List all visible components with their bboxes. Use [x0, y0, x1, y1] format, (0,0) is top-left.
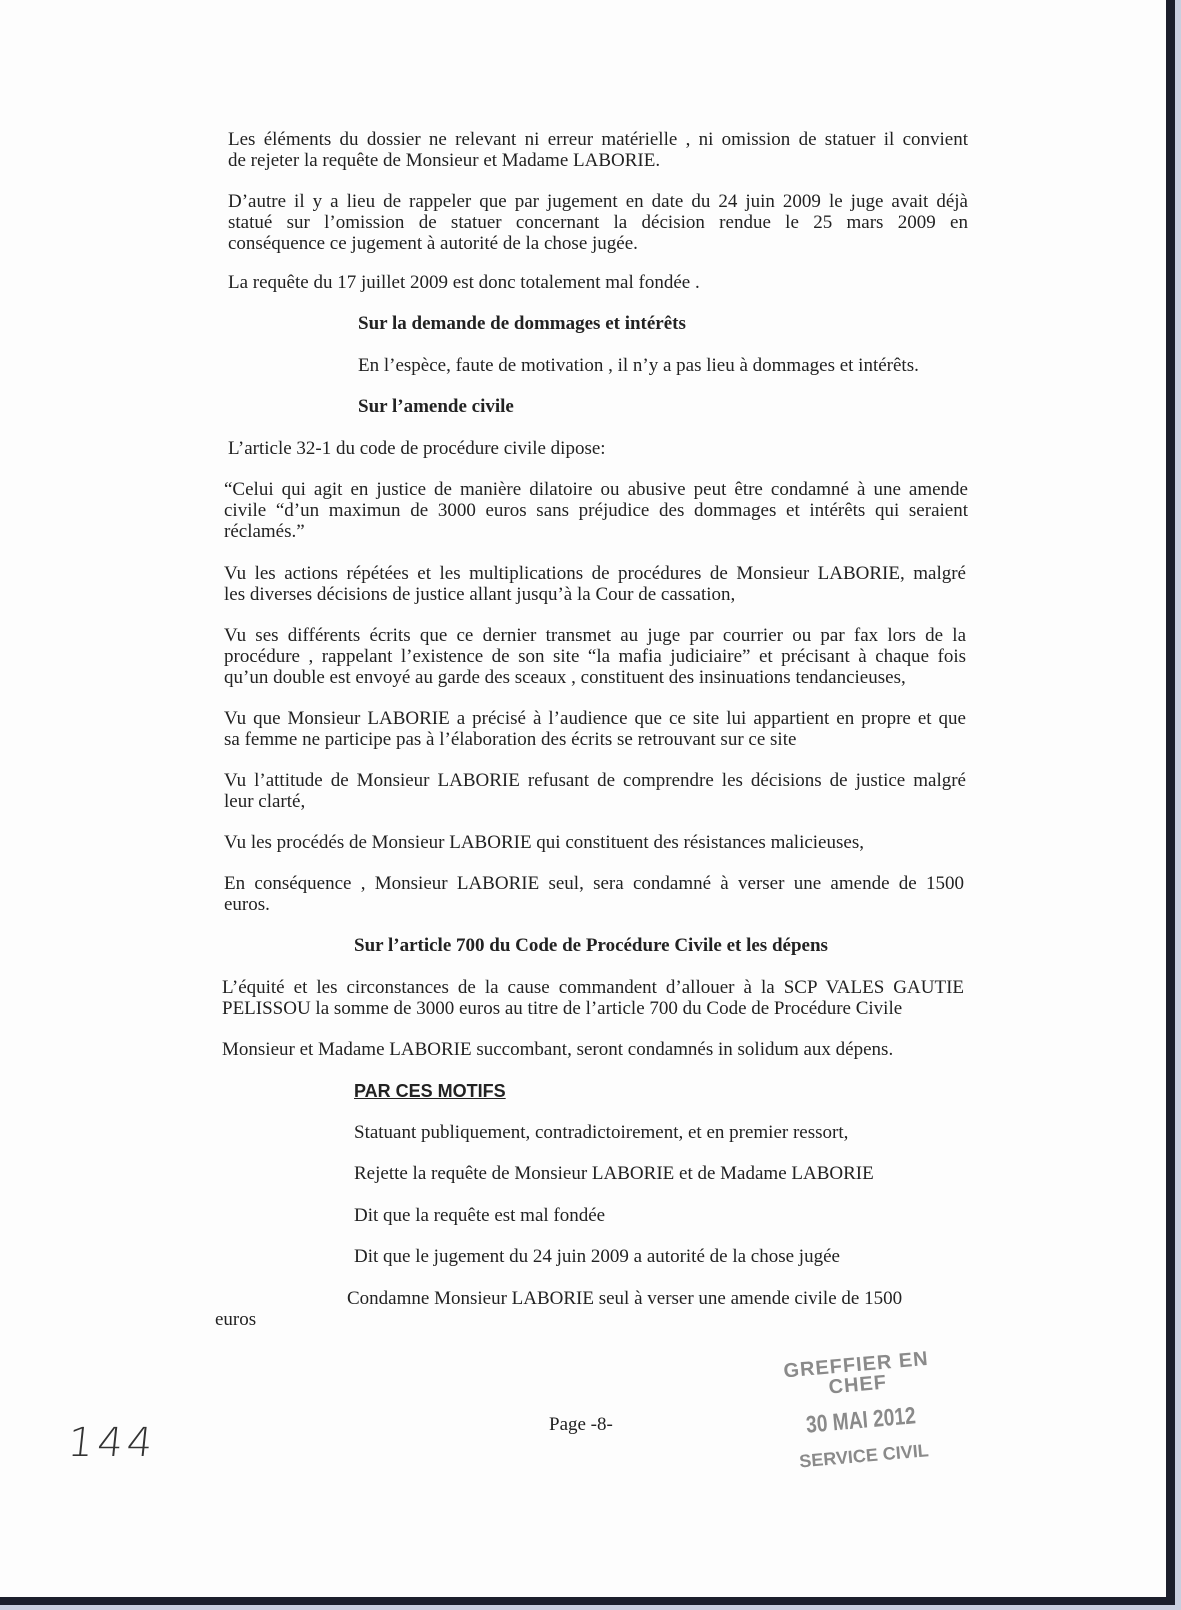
paragraph-line: les diverses décisions de justice allant jusqu’à la Cour de cassation,: [224, 584, 736, 605]
paragraph-line: de rejeter la requête de Monsieur et Madame LABORIE.: [228, 150, 661, 171]
section-heading: Sur l’amende civile: [358, 396, 514, 417]
paragraph-line: Vu les procédés de Monsieur LABORIE qui constituent des résistances malicieuses,: [224, 832, 864, 853]
motif-line: Statuant publiquement, contradictoirement, et en premier ressort,: [354, 1122, 849, 1143]
paragraph-line: procédure , rappelant l’existence de son site “la mafia judiciaire” et précisant à chaque fois: [224, 646, 966, 667]
paragraph-line: D’autre il y a lieu de rappeler que par jugement en date du 24 juin 2009 le juge avait déjà: [228, 191, 968, 212]
paragraph-line: leur clarté,: [224, 791, 306, 812]
greffe-stamp: [751, 1346, 970, 1474]
paragraph-line: Les éléments du dossier ne relevant ni erreur matérielle , ni omission de statuer il convient: [228, 129, 968, 150]
stamp-service: SERVICE CIVIL: [798, 1440, 930, 1472]
paragraph-line: qu’un double est envoyé au garde des sceaux , constituent des insinuations tendancieuses,: [224, 667, 906, 688]
paragraph-line: En l’espèce, faute de motivation , il n’y a pas lieu à dommages et intérêts.: [358, 355, 919, 376]
paragraph-line: “Celui qui agit en justice de manière dilatoire ou abusive peut être condamné à une amende: [224, 479, 968, 500]
paragraph-line: La requête du 17 juillet 2009 est donc totalement mal fondée .: [228, 272, 700, 293]
paragraph-line: Vu l’attitude de Monsieur LABORIE refusant de comprendre les décisions de justice malgré: [224, 770, 966, 791]
paragraph-line: euros.: [224, 894, 270, 915]
paragraph-line: Vu les actions répétées et les multiplications de procédures de Monsieur LABORIE, malgré: [224, 563, 966, 584]
paragraph-line: conséquence ce jugement à autorité de la chose jugée.: [228, 233, 638, 254]
motif-line: Dit que le jugement du 24 juin 2009 a autorité de la chose jugée: [354, 1246, 840, 1267]
paragraph-line: Monsieur et Madame LABORIE succombant, seront condamnés in solidum aux dépens.: [222, 1039, 894, 1060]
motifs-heading: PAR CES MOTIFS: [354, 1081, 506, 1101]
motif-line: Condamne Monsieur LABORIE seul à verser une amende civile de 1500: [347, 1288, 903, 1309]
stamp-date: 30 MAI 2012: [804, 1402, 917, 1439]
paragraph-line: sa femme ne participe pas à l’élaboration des écrits se retrouvant sur ce site: [224, 729, 797, 750]
motif-line: Rejette la requête de Monsieur LABORIE et de Madame LABORIE: [354, 1163, 874, 1184]
paragraph-line: En conséquence , Monsieur LABORIE seul, sera condamné à verser une amende de 1500: [224, 873, 964, 894]
paragraph-line: PELISSOU la somme de 3000 euros au titre de l’article 700 du Code de Procédure Civile: [222, 998, 903, 1019]
page-number: Page -8-: [549, 1414, 613, 1435]
stamp-title: GREFFIER EN CHEF: [782, 1347, 930, 1399]
paragraph-line: réclamés.”: [224, 521, 305, 542]
paragraph-line: statué sur l’omission de statuer concernant la décision rendue le 25 mars 2009 en: [228, 212, 968, 233]
paragraph-line: L’article 32-1 du code de procédure civile dipose:: [228, 438, 606, 459]
paragraph-line: L’équité et les circonstances de la cause commandent d’allouer à la SCP VALES GAUTIE: [222, 977, 964, 998]
paragraph-line: Vu ses différents écrits que ce dernier transmet au juge par courrier ou par fax lors de la: [224, 625, 966, 646]
paragraph-line: Vu que Monsieur LABORIE a précisé à l’audience que ce site lui appartient en propre et que: [224, 708, 966, 729]
paragraph-line: civile “d’un maximun de 3000 euros sans préjudice des dommages et intérêts qui seraient: [224, 500, 968, 521]
section-heading: Sur l’article 700 du Code de Procédure Civile et les dépens: [354, 935, 828, 956]
section-heading: Sur la demande de dommages et intérêts: [358, 313, 686, 334]
handwritten-number: 144: [65, 1420, 159, 1466]
motif-line: euros: [215, 1309, 257, 1330]
motif-line: Dit que la requête est mal fondée: [354, 1205, 606, 1226]
